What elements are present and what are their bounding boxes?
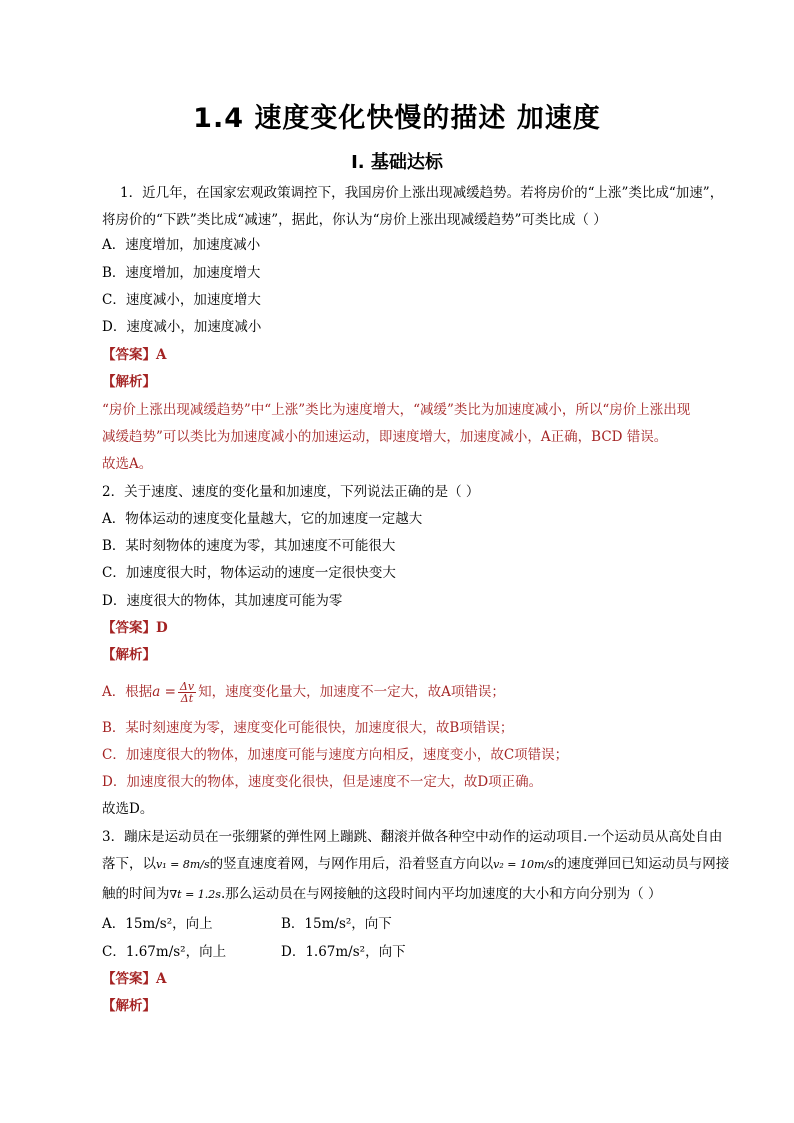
q3-text: 的速度弹回已知运动员与网接	[553, 856, 730, 872]
q2-analysis-a	[102, 680, 505, 704]
q2-option-b: B．某时刻物体的速度为零，其加速度不可能很大	[102, 538, 396, 554]
q3-stem-line3	[102, 885, 662, 904]
q2-stem: 2．关于速度、速度的变化量和加速度，下列说法正确的是（ ）	[102, 484, 480, 500]
q3-analysis-label: 【解析】	[102, 998, 156, 1014]
q2-option-d: D．速度很大的物体，其加速度可能为零	[102, 593, 343, 609]
q1-option-d: D．速度减小，加速度减小	[102, 319, 262, 335]
q1-answer: 【答案】A	[102, 347, 167, 363]
q3-stem-line2	[102, 855, 729, 874]
q3-text: .那么运动员在与网接触的这段时间内平均加速度的大小和方向分别为（ ）	[220, 886, 662, 902]
q1-conclusion: 故选A。	[102, 456, 153, 472]
q3-option-b: B．15m/s²，向下	[281, 916, 392, 932]
q3-option-a: A．15m/s²，向上	[102, 916, 213, 932]
formula-numerator: Δv	[179, 680, 195, 693]
q2-option-a: A．物体运动的速度变化量越大，它的加速度一定越大	[102, 511, 423, 527]
q1-analysis-label: 【解析】	[102, 374, 156, 390]
formula-lhs: a =	[152, 684, 176, 700]
section-heading: Ⅰ. 基础达标	[351, 152, 443, 173]
acceleration-formula	[178, 681, 196, 704]
q2-analysis-label: 【解析】	[102, 647, 156, 663]
q2-analysis-b: B．某时刻速度为零，速度变化可能很快，加速度很大，故B项错误；	[102, 720, 514, 736]
q3-stem-line1: 3．蹦床是运动员在一张绷紧的弹性网上蹦跳、翻滚并做各种空中动作的运动项目.一个运动员从高处自由	[102, 829, 723, 845]
q2-answer: 【答案】D	[102, 620, 168, 636]
q2-analysis-a-prefix: A．根据	[102, 684, 153, 700]
q2-option-c: C．加速度很大时，物体运动的速度一定很快变大	[102, 565, 396, 581]
q1-analysis-line1: “房价上涨出现减缓趋势”中“上涨”类比为速度增大，“减缓”类比为加速度减小，所以“房价上涨出现	[102, 402, 691, 418]
v2-value: v₂ = 10m/s	[493, 858, 554, 871]
q1-stem-line2: 将房价的“下跌”类比成“减速”，据此，你认为“房价上涨出现减缓趋势”可类比成（ ）	[102, 212, 607, 228]
dt-value: ∇t = 1.2s	[169, 888, 221, 901]
q2-analysis-a-suffix: 知，速度变化量大，加速度不一定大，故A项错误；	[198, 684, 505, 700]
v1-value: v₁ = 8m/s	[156, 858, 210, 871]
q1-option-a: A．速度增加，加速度减小	[102, 237, 261, 253]
q2-conclusion: 故选D。	[102, 801, 154, 817]
q1-analysis-line2: 减缓趋势”可以类比为加速度减小的加速运动，即速度增大，加速度减小，A正确，BCD 错误。	[102, 429, 668, 445]
formula-denominator: Δt	[180, 692, 194, 705]
q1-option-c: C．速度减小，加速度增大	[102, 292, 261, 308]
q3-text: 的竖直速度着网，与网作用后，沿着竖直方向以	[209, 856, 494, 872]
q3-text: 落下，以	[102, 856, 156, 872]
page-title: 1.4 速度变化快慢的描述 加速度	[193, 103, 601, 134]
q3-text: 触的时间为	[102, 886, 170, 902]
q2-analysis-d: D．加速度很大的物体，速度变化很快，但是速度不一定大，故D项正确。	[102, 774, 543, 790]
q1-stem-line1: 1．近几年，在国家宏观政策调控下，我国房价上涨出现减缓趋势。若将房价的“上涨”类比成“加速”，	[120, 185, 724, 201]
q2-analysis-c: C．加速度很大的物体，加速度可能与速度方向相反，速度变小，故C项错误；	[102, 747, 569, 763]
q1-option-b: B．速度增加，加速度增大	[102, 265, 261, 281]
q3-answer: 【答案】A	[102, 971, 167, 987]
q3-option-d: D．1.67m/s²，向下	[281, 944, 406, 960]
q3-option-c: C．1.67m/s²，向上	[102, 944, 227, 960]
